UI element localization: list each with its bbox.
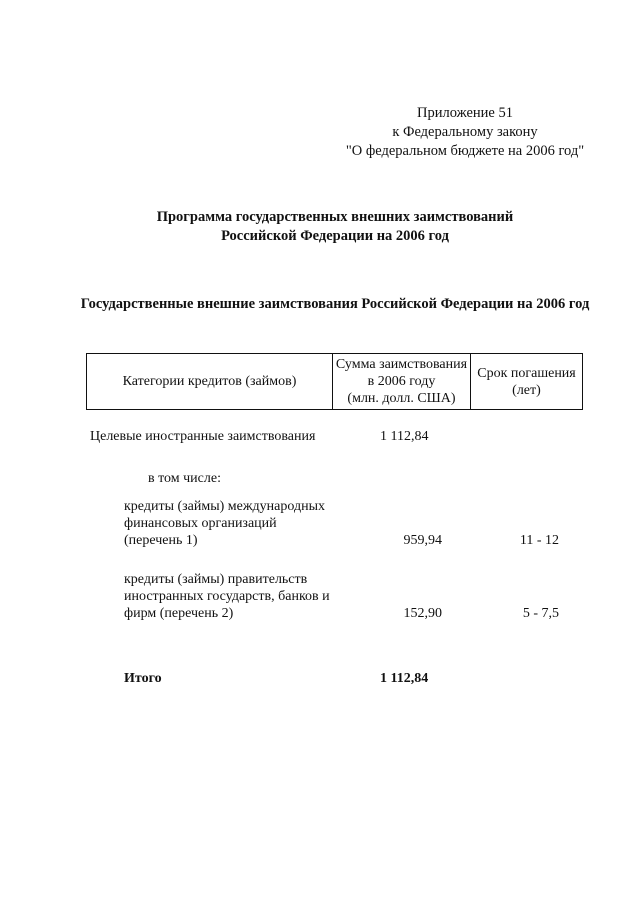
table-header [86, 353, 583, 410]
header-term-line1: Срок погашения [477, 365, 576, 381]
header-amount-line2: в 2006 году [367, 374, 436, 389]
row-intl-orgs-label: кредиты (займы) международных финансовых организаций (перечень 1) [124, 499, 325, 548]
row-including-label: в том числе: [148, 471, 221, 486]
row-targeted-label: Целевые иностранные заимствования [90, 429, 316, 444]
program-title-line2: Российской Федерации на 2006 год [221, 228, 449, 244]
appendix-reference [330, 104, 600, 161]
appendix-law-title: "О федеральном бюджете на 2006 год" [345, 143, 585, 159]
appendix-law-ref: к Федеральному закону [392, 124, 538, 140]
row-total-label: Итого [124, 671, 162, 686]
row-foreign-gov-label: кредиты (займы) правительств иностранных государств, банков и фирм (перечень 2) [124, 572, 330, 621]
header-category-label: Категории кредитов (займов) [122, 374, 297, 389]
header-category [87, 354, 333, 409]
row-targeted-amount: 1 112,84 [380, 429, 429, 444]
appendix-number: Приложение 51 [417, 105, 513, 121]
header-term-line2: (лет) [512, 382, 541, 398]
header-amount-line3: (млн. долл. США) [347, 391, 456, 406]
section-title: Государственные внешние заимствования Российской Федерации на 2006 год [80, 296, 590, 312]
header-amount [333, 354, 471, 409]
row-intl-orgs-amount: 959,94 [403, 533, 442, 548]
row-foreign-gov-term: 5 - 7,5 [522, 606, 559, 621]
program-title [100, 208, 570, 246]
header-amount-line1: Сумма заимствования [335, 357, 468, 372]
row-foreign-gov-amount: 152,90 [403, 606, 442, 621]
header-term [471, 354, 582, 409]
row-total-amount: 1 112,84 [380, 671, 429, 686]
program-title-line1: Программа государственных внешних заимствований [156, 209, 514, 225]
row-intl-orgs-term: 11 - 12 [519, 533, 559, 548]
